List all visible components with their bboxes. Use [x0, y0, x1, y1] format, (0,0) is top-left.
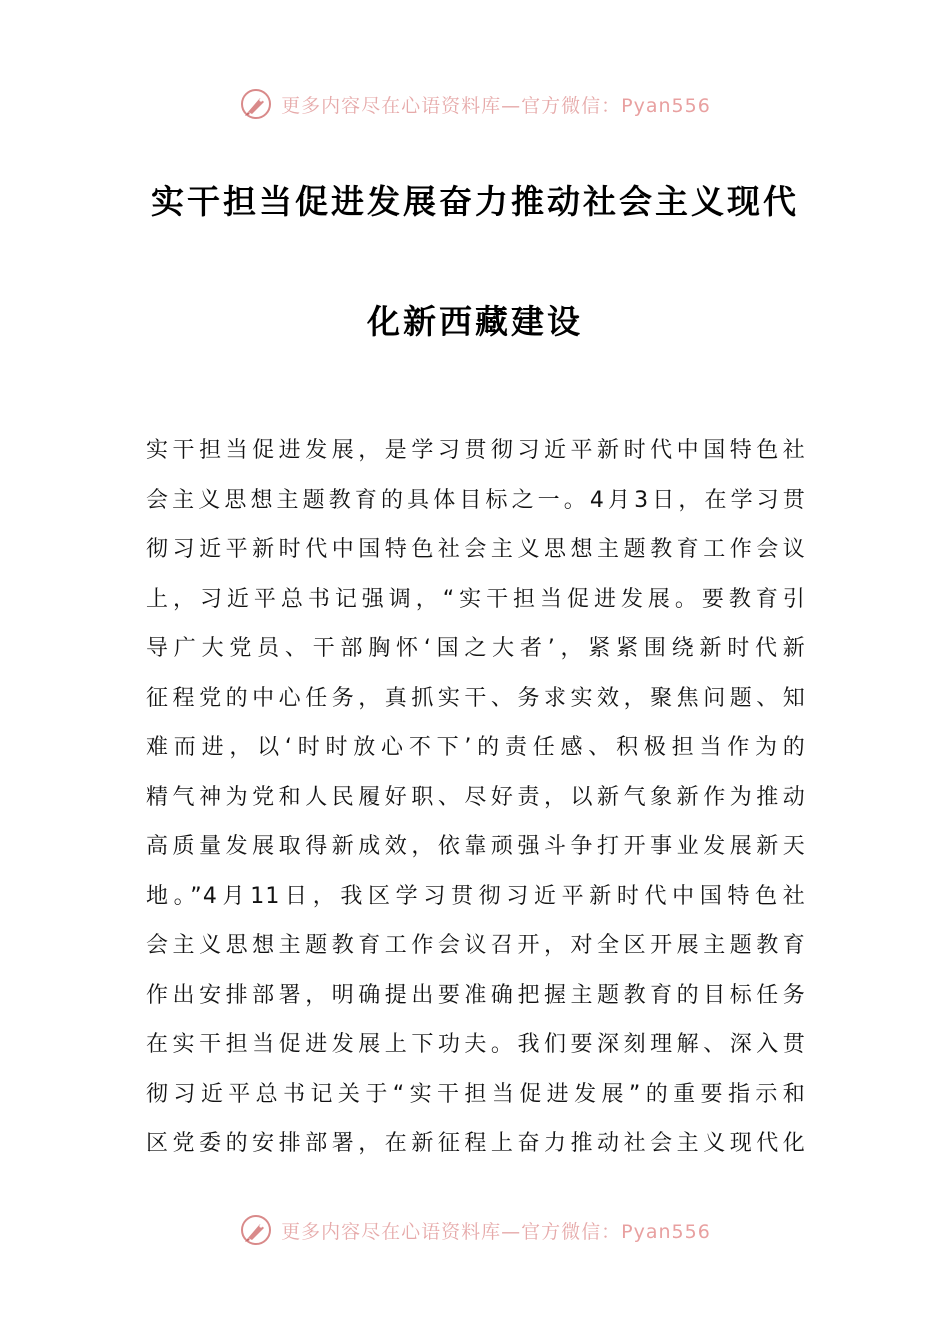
body-line: 难而进，以‘时时放心不下’的责任感、积极担当作为的 [146, 735, 806, 760]
body-line: 导广大党员、干部胸怀‘国之大者’，紧紧围绕新时代新 [146, 636, 806, 661]
body-paragraph [146, 426, 806, 1169]
pen-nib-logo-icon [239, 87, 273, 121]
body-line: 彻习近平新时代中国特色社会主义思想主题教育工作会议 [146, 537, 806, 562]
pen-nib-logo-icon [239, 1213, 273, 1247]
document-title-line-1: 实干担当促进发展奋力推动社会主义现代 [151, 182, 799, 221]
header-watermark [0, 84, 950, 124]
body-line: 高质量发展取得新成效，依靠顽强斗争打开事业发展新天 [146, 834, 806, 859]
body-line: 会主义思想主题教育的具体目标之一。4月3日，在学习贯 [146, 487, 806, 513]
body-line: 在实干担当促进发展上下功夫。我们要深刻理解、深入贯 [146, 1032, 806, 1057]
body-line: 地。”4月11日，我区学习贯彻习近平新时代中国特色社 [146, 883, 806, 909]
body-line: 征程党的中心任务，真抓实干、务求实效，聚焦问题、知 [146, 685, 806, 711]
body-line: 上，习近平总书记强调，“实干担当促进发展。要教育引 [146, 586, 806, 612]
watermark-label: 更多内容尽在心语资料库—官方微信：Pyan556 [281, 94, 711, 117]
document-title-line-2: 化新西藏建设 [367, 302, 583, 341]
body-line: 彻习近平总书记关于“实干担当促进发展”的重要指示和 [146, 1081, 806, 1107]
body-line: 精气神为党和人民履好职、尽好责，以新气象新作为推动 [146, 784, 806, 810]
watermark-label: 更多内容尽在心语资料库—官方微信：Pyan556 [281, 1220, 711, 1243]
footer-watermark [0, 1210, 950, 1250]
body-line: 会主义思想主题教育工作会议召开，对全区开展主题教育 [146, 933, 806, 958]
body-line: 区党委的安排部署，在新征程上奋力推动社会主义现代化 [146, 1131, 806, 1156]
body-line: 实干担当促进发展，是学习贯彻习近平新时代中国特色社 [146, 438, 806, 463]
body-line: 作出安排部署，明确提出要准确把握主题教育的目标任务 [146, 982, 806, 1008]
